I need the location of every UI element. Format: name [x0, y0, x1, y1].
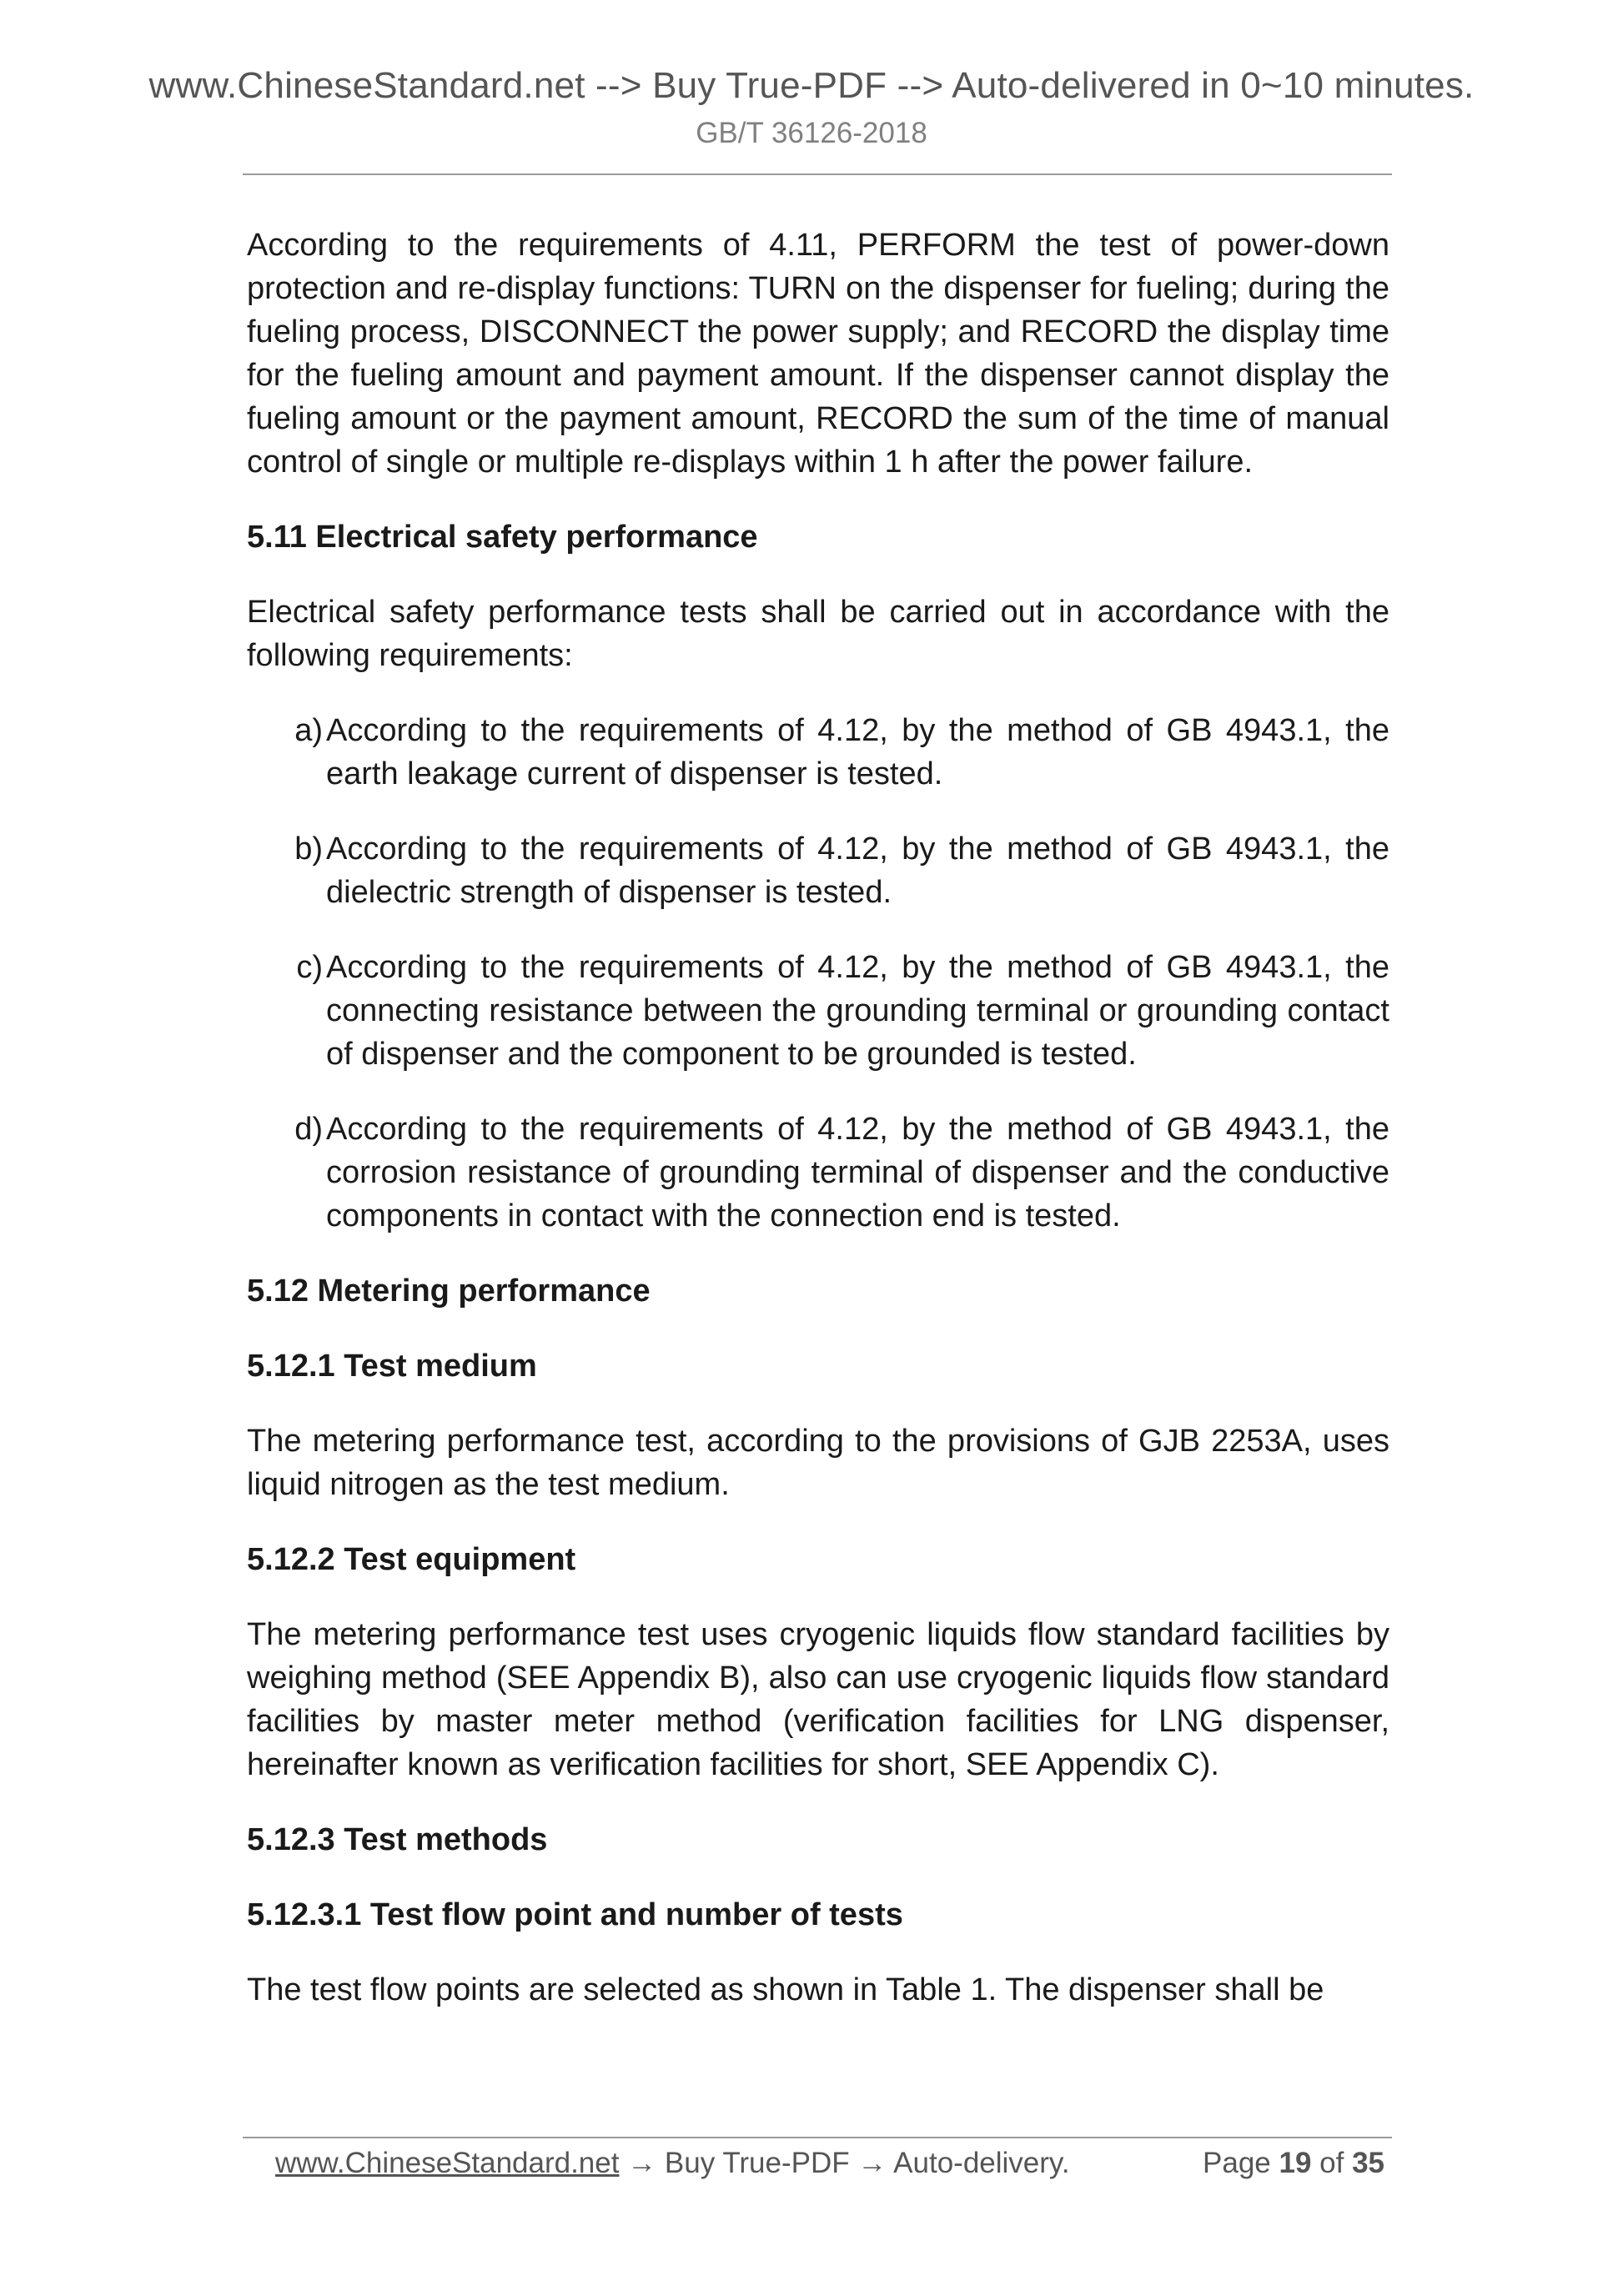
- page-footer: [275, 2147, 1384, 2180]
- list-item: [247, 946, 1389, 1076]
- page-total: 35: [1352, 2147, 1384, 2179]
- section-5-12-2-paragraph: The metering performance test uses cryogenic liquids flow standard facilities by weighing method (SEE Appendix B), also can use cryogenic liquids flow standard facilities by master meter method (verification facilities for LNG dispenser, hereinafter known as verification facilities for short, SEE Appendix C).: [247, 1617, 1389, 1782]
- section-heading-5-11: 5.11 Electrical safety performance: [247, 520, 758, 555]
- list-item-text: According to the requirements of 4.12, by the method of GB 4943.1, the corrosion resistance of grounding terminal of dispenser and the conductive components in contact with the connection end is tested.: [326, 1112, 1389, 1233]
- header-divider: [243, 173, 1392, 175]
- page-prefix: Page: [1203, 2147, 1279, 2179]
- list-item-text: According to the requirements of 4.12, by the method of GB 4943.1, the connecting resistance between the grounding terminal or grounding contact of dispenser and the component to be grounded is tested.: [326, 950, 1389, 1072]
- list-item: [247, 709, 1389, 796]
- list-marker: a): [294, 713, 323, 748]
- document-id: GB/T 36126-2018: [696, 117, 927, 149]
- section-heading-5-12-1: 5.12.1 Test medium: [247, 1349, 537, 1384]
- section-5-12-1-paragraph: The metering performance test, according to the provisions of GJB 2253A, uses liquid nitrogen as the test medium.: [247, 1424, 1389, 1502]
- list-marker: c): [296, 950, 323, 985]
- page-current: 19: [1279, 2147, 1312, 2179]
- section-heading-5-12-3: 5.12.3 Test methods: [247, 1822, 548, 1857]
- footer-site-link[interactable]: www.ChineseStandard.net: [275, 2147, 620, 2179]
- intro-paragraph: According to the requirements of 4.11, PERFORM the test of power-down protection and re-display functions: TURN on the dispenser for fueling; during the fueling process, DISCONNECT the power supply; and RECORD the display time for the fueling amount and payment amount. If the dispenser cannot display the fueling amount or the payment amount, RECORD the sum of the time of manual control of single or multiple re-displays within 1 h after the power failure.: [247, 228, 1389, 480]
- footer-divider: [243, 2137, 1392, 2138]
- header-banner: www.ChineseStandard.net --> Buy True-PDF --> Auto-delivered in 0~10 minutes.: [148, 65, 1475, 106]
- list-item: [247, 1108, 1389, 1238]
- footer-tagline: → Buy True-PDF → Auto-delivery.: [619, 2147, 1070, 2179]
- list-item-text: According to the requirements of 4.12, by the method of GB 4943.1, the earth leakage current of dispenser is tested.: [326, 713, 1389, 791]
- list-item-text: According to the requirements of 4.12, by the method of GB 4943.1, the dielectric strength of dispenser is tested.: [326, 831, 1389, 910]
- section-5-11-paragraph: Electrical safety performance tests shall be carried out in accordance with the following requirements:: [247, 595, 1389, 673]
- section-5-12-3-1-paragraph: The test flow points are selected as shown in Table 1. The dispenser shall be: [247, 1972, 1324, 2007]
- page-body: [247, 224, 1389, 2043]
- section-heading-5-12-3-1: 5.12.3.1 Test flow point and number of tests: [247, 1897, 903, 1932]
- footer-left: [275, 2147, 1070, 2180]
- section-heading-5-12-2: 5.12.2 Test equipment: [247, 1542, 576, 1577]
- section-heading-5-12: 5.12 Metering performance: [247, 1274, 651, 1309]
- list-marker: b): [294, 831, 323, 867]
- list-marker: d): [294, 1112, 323, 1147]
- list-item: [247, 827, 1389, 914]
- page-of: of: [1311, 2147, 1353, 2179]
- page-number: [1203, 2147, 1384, 2180]
